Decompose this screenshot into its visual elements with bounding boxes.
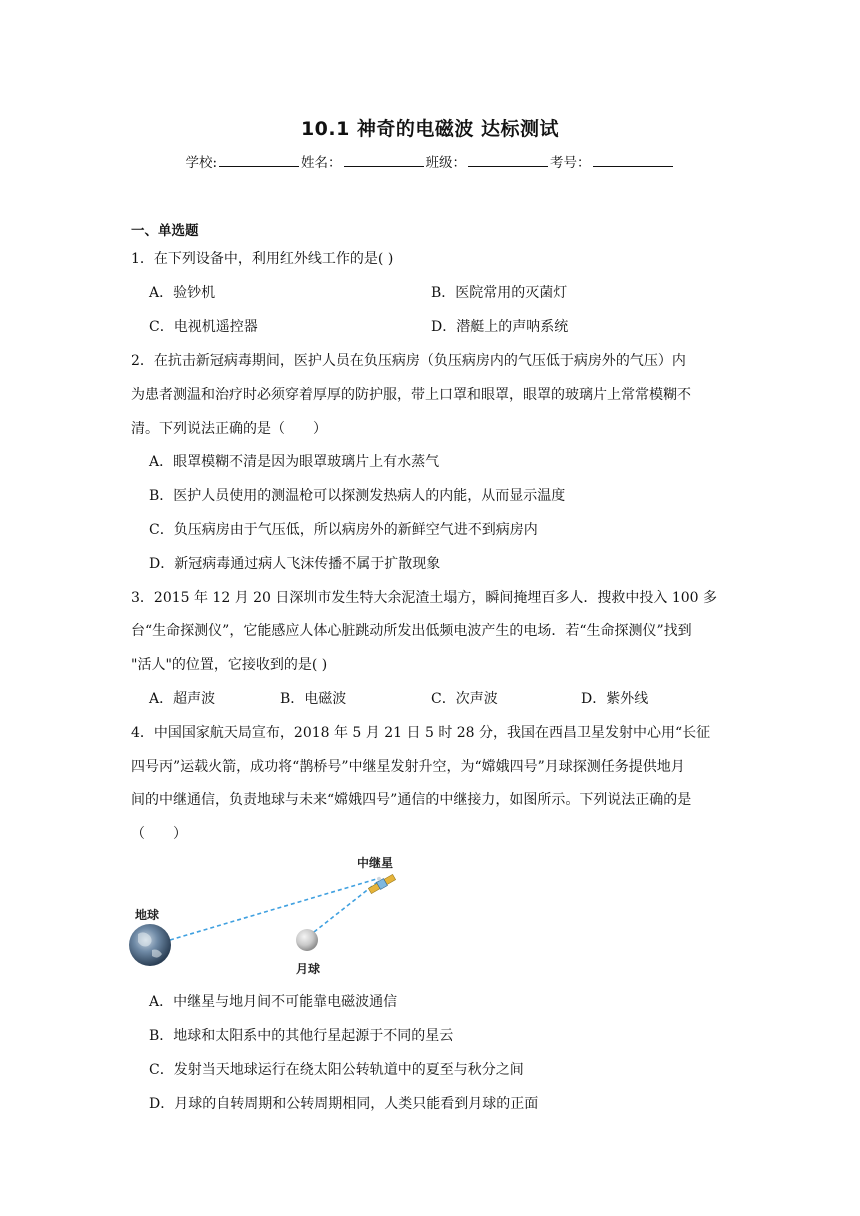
exam-number-blank [593, 154, 673, 167]
question-2-stem-line-2: 为患者测温和治疗时必须穿着厚厚的防护服，带上口罩和眼罩，眼罩的玻璃片上常常模糊不 [131, 387, 691, 403]
question-1-option-b: B．医院常用的灭菌灯 [431, 285, 568, 301]
relay-satellite-label: 中继星 [357, 856, 394, 870]
question-3-stem-line-2: 台“生命探测仪”，它能感应人体心脏跳动所发出低频电波产生的电场．若“生命探测仪”找到 [131, 623, 692, 639]
question-2-option-b: B．医护人员使用的测温枪可以探测发热病人的内能，从而显示温度 [149, 488, 566, 504]
student-info-line [0, 151, 860, 171]
earth-moon-relay-figure [126, 850, 416, 980]
question-4-option-c: C．发射当天地球运行在绕太阳公转轨道中的夏至与秋分之间 [149, 1062, 524, 1078]
question-1-stem: 1．在下列设备中，利用红外线工作的是( ) [131, 251, 394, 267]
question-2-option-c: C．负压病房由于气压低，所以病房外的新鲜空气进不到病房内 [149, 522, 538, 538]
question-4-option-a: A．中继星与地月间不可能靠电磁波通信 [149, 994, 398, 1010]
question-3-option-c: C．次声波 [431, 691, 498, 707]
earth-relay-link [170, 878, 380, 940]
school-blank [219, 154, 299, 167]
earth-icon [129, 924, 171, 966]
relay-satellite-icon [366, 870, 396, 894]
question-4-option-d: D．月球的自转周期和公转周期相同，人类只能看到月球的正面 [149, 1096, 539, 1112]
question-3-option-a: A．超声波 [149, 691, 216, 707]
question-3-option-d: D．紫外线 [581, 691, 649, 707]
question-4-stem-line-1: 4．中国国家航天局宣布，2018 年 5 月 21 日 5 时 28 分，我国在西昌卫星发射中心用“长征 [131, 725, 711, 741]
name-blank [344, 154, 424, 167]
class-label: 班级： [425, 155, 467, 171]
question-2-stem-line-3: 清。下列说法正确的是（ ） [131, 421, 327, 437]
question-2-stem-line-1: 2．在抗击新冠病毒期间，医护人员在负压病房（负压病房内的气压低于病房外的气压）内 [131, 353, 686, 369]
name-label: 姓名： [301, 155, 342, 171]
question-2-option-d: D．新冠病毒通过病人飞沫传播不属于扩散现象 [149, 556, 441, 572]
moon-label: 月球 [296, 962, 321, 976]
question-2-option-a: A．眼罩模糊不清是因为眼罩玻璃片上有水蒸气 [149, 454, 440, 470]
earth-label: 地球 [135, 908, 160, 922]
question-4-stem-line-3: 间的中继通信，负责地球与未来“嫦娥四号”通信的中继接力，如图所示。下列说法正确的是 [131, 792, 692, 808]
class-blank [468, 154, 548, 167]
section-heading: 一、单选题 [131, 223, 199, 239]
page-title: 10.1 神奇的电磁波 达标测试 [300, 118, 560, 140]
question-4-stem-line-4: （ ） [131, 826, 187, 842]
exam-number-label: 考号： [550, 155, 591, 171]
question-1-option-c: C．电视机遥控器 [149, 319, 258, 335]
question-4-stem-line-2: 四号丙”运载火箭，成功将“鹊桥号”中继星发射升空，为“嫦娥四号”月球探测任务提供地月 [131, 759, 685, 775]
question-3-stem-line-1: 3．2015 年 12 月 20 日深圳市发生特大余泥渣土塌方，瞬间掩埋百多人．搜救中投入 100 多 [131, 590, 718, 606]
question-3-stem-line-3: "活人"的位置，它接收到的是( ) [131, 657, 328, 673]
school-label: 学校: [185, 155, 218, 171]
question-3-option-b: B．电磁波 [280, 691, 347, 707]
question-4-option-b: B．地球和太阳系中的其他行星起源于不同的星云 [149, 1028, 454, 1044]
moon-icon [296, 929, 318, 951]
question-1-option-d: D．潜艇上的声呐系统 [431, 319, 569, 335]
question-1-option-a: A．验钞机 [149, 285, 216, 301]
